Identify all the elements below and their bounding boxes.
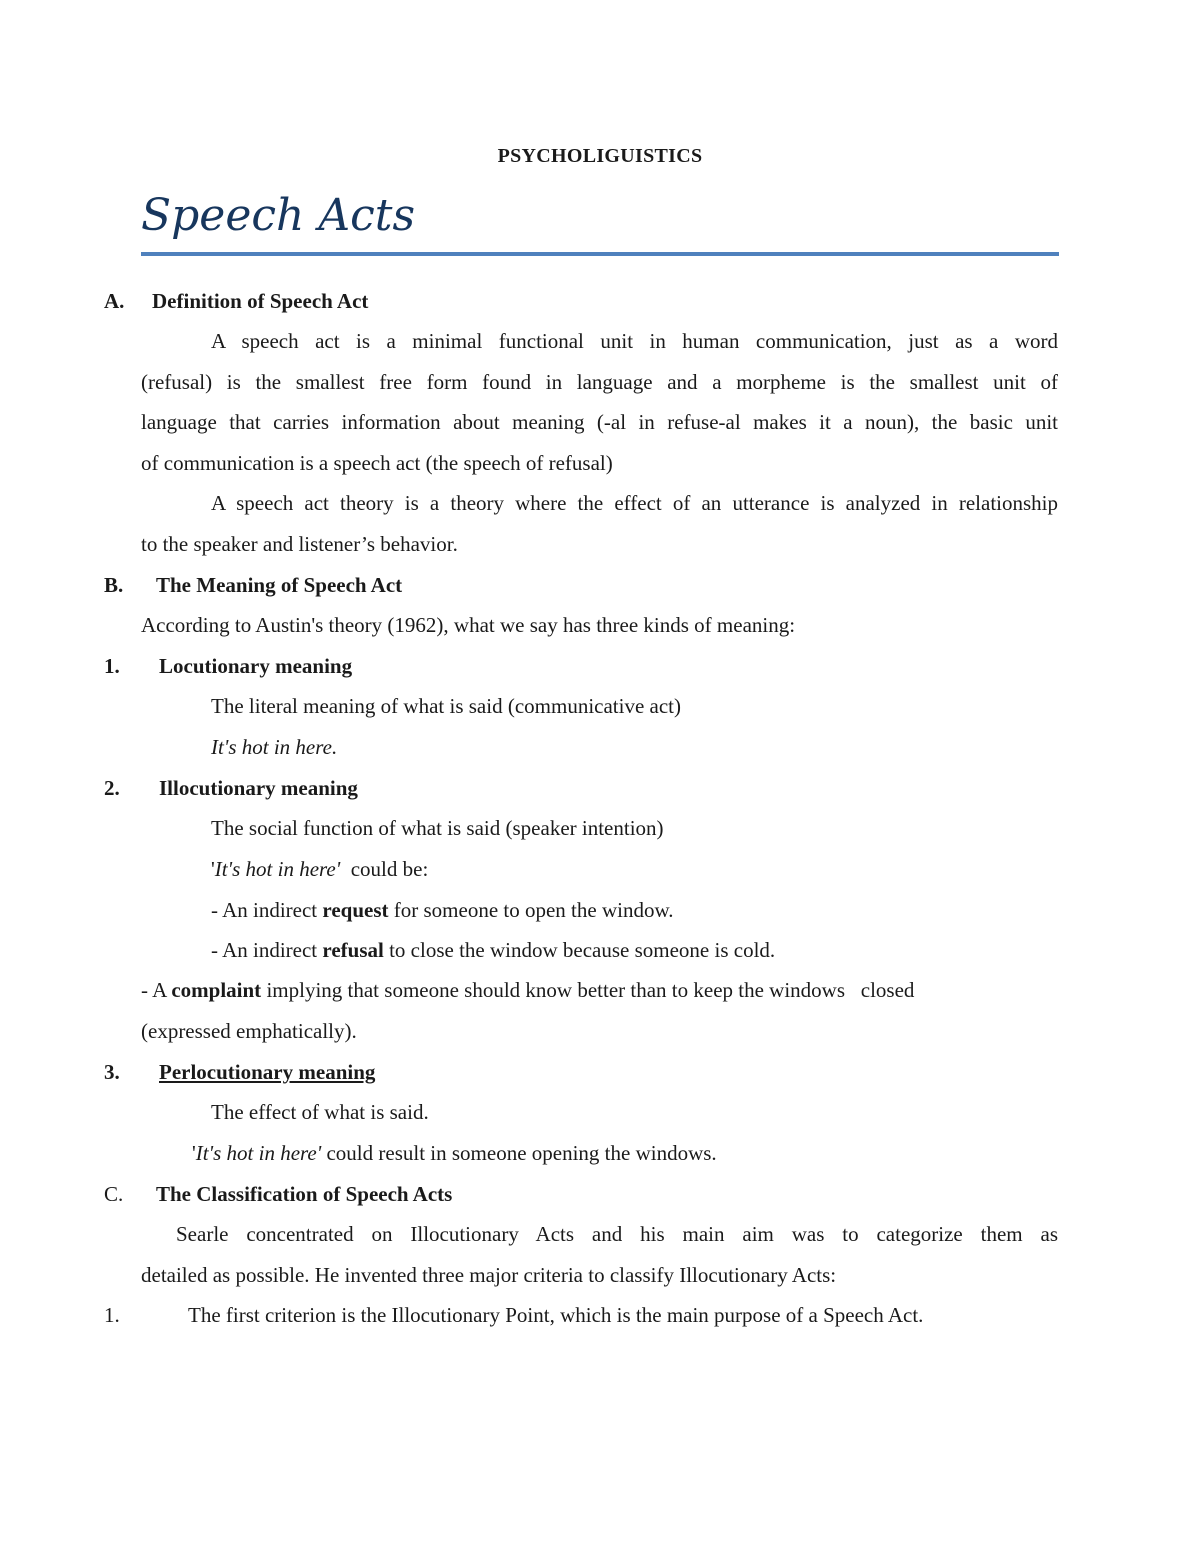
section-c-heading: The Classification of Speech Acts [156,1182,453,1206]
section-c-item-1-marker: 1. [104,1303,120,1327]
item-1-example-text: It's hot in here. [211,735,338,759]
bullet-request-post: for someone to open the window. [388,898,674,922]
item-2-bullet-complaint-line2: (expressed emphatically). [141,1019,357,1043]
section-a-p1-line1: A speech act is a minimal functional unit in human communication, just as a word [211,329,1058,353]
section-a-p1-line4: of communication is a speech act (the speech of refusal) [141,451,613,475]
bullet-request-pre: - An indirect [211,898,323,922]
item-1-description: The literal meaning of what is said (communicative act) [211,694,681,718]
item-3-example-quote: ' [192,1141,196,1165]
section-a-heading: Definition of Speech Act [152,289,369,313]
section-a-p1-line2: (refusal) is the smallest free form found in language and a morpheme is the smallest unit of [141,370,1058,394]
section-b-intro: According to Austin's theory (1962), what we say has three kinds of meaning: [141,613,796,637]
bullet-complaint-keyword: complaint [171,978,262,1002]
page-title: Speech Acts [141,190,416,241]
bullet-refusal-post: to close the window because someone is cold. [383,938,776,962]
bullet-refusal-pre: - An indirect [211,938,323,962]
title-rule [141,252,1059,256]
section-c-p1-line2: detailed as possible. He invented three major criteria to classify Illocutionary Acts: [141,1263,837,1287]
item-3-example [192,1139,717,1167]
section-a-marker: A. [104,289,125,313]
item-3-heading [159,1058,375,1086]
section-b-marker: B. [104,573,124,597]
item-3-example-text: It's hot in here' [195,1141,322,1165]
item-2-example-quote: ' [211,857,215,881]
item-3-description: The effect of what is said. [211,1100,429,1124]
section-a-p2-line1: A speech act theory is a theory where the effect of an utterance is analyzed in relationship [211,491,1058,515]
item-2-example-tail: could be: [340,857,429,881]
item-3-heading-text: Perlocutionary meaning [159,1060,376,1084]
item-2-description: The social function of what is said (speaker intention) [211,816,664,840]
item-2-example-text: It's hot in here' [214,857,341,881]
item-2-bullet-refusal [211,936,775,964]
section-a-p1-line3: language that carries information about meaning (-al in refuse-al makes it a noun), the basic unit [141,410,1058,434]
section-c-marker: C. [104,1182,124,1206]
item-3-marker: 3. [104,1060,120,1084]
section-a-p2-line2: to the speaker and listener’s behavior. [141,532,458,556]
bullet-complaint-pre: - A [141,978,172,1002]
section-b-heading: The Meaning of Speech Act [156,573,403,597]
item-3-example-tail: could result in someone opening the windows. [321,1141,717,1165]
item-1-heading: Locutionary meaning [159,654,353,678]
item-2-bullet-complaint [141,976,914,1004]
item-1-marker: 1. [104,654,120,678]
bullet-request-keyword: request [322,898,389,922]
bullet-complaint-post: implying that someone should know better than to keep the windows closed [261,978,915,1002]
item-2-heading: Illocutionary meaning [159,776,358,800]
item-2-example [211,855,428,883]
course-title: PSYCHOLIGUISTICS [497,145,703,167]
item-2-bullet-request [211,896,674,924]
section-c-item-1-text: The first criterion is the Illocutionary Point, which is the main purpose of a Speech Act. [188,1303,924,1327]
section-c-p1-line1: Searle concentrated on Illocutionary Acts and his main aim was to categorize them as [176,1222,1058,1246]
item-2-marker: 2. [104,776,120,800]
bullet-refusal-keyword: refusal [322,938,384,962]
item-1-example [211,733,337,761]
